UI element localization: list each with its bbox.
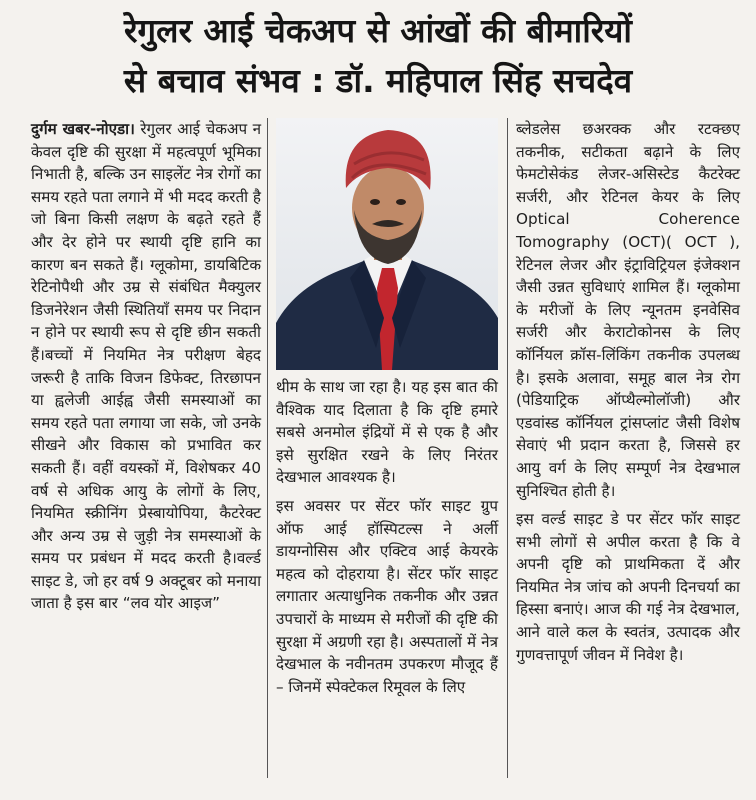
paragraph: ब्लेडलेस छअरक्क और रटक्छए तकनीक, सटीकता बढ़ाने के लिए फेमटोसेकंड लेजर-असिस्टेड कैटरेक्ट सर्जरी, और रेटिनल केयर के लिए Optical Coherence Tomography (OCT)( OCT ), रेटिनल लेजर और इंट्राविट्रियल इंजेक्शन जैसी उन्नत सुविधाएं शामिल हैं। ग्लूकोमा के मरीजों के लिए न्यूनतम इनवेसिव सर्जरी और केराटोकोनस के लिए कॉर्नियल क्रॉस-लिंकिंग तकनीक उपलब्ध है। इसके अलावा, समूह बाल नेत्र रोग (पेडियाट्रिक ऑप्थैल्मोलॉजी) और एडवांस्ड कॉर्नियल ट्रांसप्लांट जैसी विशेष सेवाएं भी प्रदान करता है, जिससे हर आयु वर्ग के लिए सम्पूर्ण नेत्र देखभाल सुनिश्चित होती है। [516, 120, 740, 500]
doctor-portrait-icon [276, 118, 498, 370]
article-column-3 [516, 118, 740, 672]
headline-line-1: रेगुलर आई चेकअप से आंखों की बीमारियों [124, 11, 632, 50]
headline [0, 6, 756, 106]
article-column-2 [276, 376, 498, 704]
paragraph: इस अवसर पर सेंटर फॉर साइट ग्रुप ऑफ आई हॉस्पिटल्स ने अर्ली डायग्नोसिस और एक्टिव आई केयरके महत्व को दोहराया है। सेंटर फॉर साइट लगातार अत्याधुनिक तकनीक और उन्नत उपचारों के माध्यम से मरीजों की दृष्टि की सुरक्षा में अग्रणी रहा है। अस्पतालों में नेत्र देखभाल के नवीनतम उपकरण मौजूद हैं – जिनमें स्पेक्टेकल रिमूवल के लिए [276, 496, 498, 696]
doctor-photo [276, 118, 498, 370]
dateline: दुर्गम खबर-नोएडा। [31, 120, 135, 138]
column-divider [507, 118, 508, 778]
paragraph: इस वर्ल्ड साइट डे पर सेंटर फॉर साइट सभी लोगों से अपील करता है कि वे अपनी दृष्टि को प्राथमिकता दें और नियमित नेत्र जांच को अपनी दिनचर्या का हिस्सा बनाएं। आज की गई नेत्र देखभाल, आने वाले कल के स्वतंत्र, उत्पादक और गुणवत्तापूर्ण जीवन में निवेश है। [516, 510, 740, 664]
paragraph: थीम के साथ जा रहा है। यह इस बात की वैश्विक याद दिलाता है कि दृष्टि हमारे सबसे अनमोल इंद्रियों में से एक है और इसे सुरक्षित रखने के लिए निरंतर देखभाल आवश्यक है। [276, 378, 498, 487]
article-column-1 [31, 118, 261, 621]
headline-line-2: से बचाव संभव : डॉ. महिपाल सिंह सचदेव [123, 61, 633, 100]
column-divider [267, 118, 268, 778]
paragraph [31, 118, 261, 615]
paragraph-text: रेगुलर आई चेकअप न केवल दृष्टि की सुरक्षा में महत्वपूर्ण भूमिका निभाती है, बल्कि उन साइलेंट नेत्र रोगों का समय रहते पता लगाने में भी मदद करती है जो बिना किसी लक्षण के बढ़ते रहते हैं और देर होने पर स्थायी दृष्टि हानि का कारण बन सकते हैं। ग्लूकोमा, डायबिटिक रेटिनोपैथी और उम्र से संबंधित मैक्युलर डिजनेरेशन जैसी स्थितियाँ समय पर निदान न होने पर स्थायी रूप से दृष्टि छीन सकती हैं।बच्चों में नियमित नेत्र परीक्षण बेहद जरूरी है ताकि विजन डिफेक्ट, तिरछापन या ह्वलेजी आईह्व जैसी समस्याओं का समय रहते पता लगाया जा सके, जो उनके सीखने और विकास को प्रभावित कर सकती हैं। वहीं वयस्कों में, विशेषकर 40 वर्ष से अधिक आयु के लोगों के लिए, नियमित स्क्रीनिंग प्रेस्बायोपिया, कैटरेक्ट और अन्य उम्र से जुड़ी नेत्र समस्याओं के समय पर प्रबंधन में मदद करती है।वर्ल्ड साइट डे, जो हर वर्ष 9 अक्टूबर को मनाया जाता है इस बार “लव योर आइज” [31, 120, 262, 613]
